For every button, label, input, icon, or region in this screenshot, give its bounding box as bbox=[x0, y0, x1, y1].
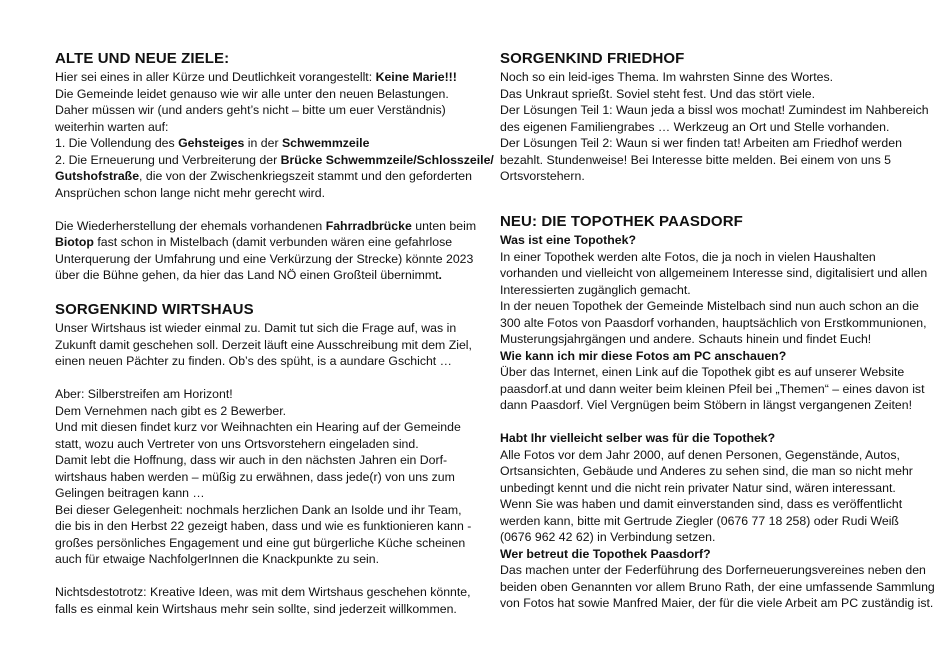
text-line bbox=[55, 452, 485, 469]
text: unten beim bbox=[411, 218, 477, 233]
text-line bbox=[55, 337, 485, 354]
blank-line bbox=[55, 201, 485, 218]
section-heading: SORGENKIND FRIEDHOF bbox=[500, 50, 685, 67]
text-line bbox=[500, 152, 930, 169]
section-topothek-paasdorf bbox=[500, 212, 935, 612]
text: Ortsvorstehern. bbox=[500, 169, 585, 183]
text-line bbox=[55, 518, 485, 535]
text: Das Unkraut sprießt. Soviel steht fest. Und das stört viele. bbox=[500, 86, 816, 101]
text-line bbox=[55, 320, 485, 337]
bold-text: . bbox=[438, 268, 442, 282]
text-line bbox=[55, 267, 485, 284]
text: Bei dieser Gelegenheit: nochmals herzlichen Dank an Isolde und ihr Team, bbox=[55, 502, 462, 517]
text-line bbox=[500, 364, 930, 381]
text: die bis in den Herbst 22 gezeigt haben, dass und wie es funktionieren kann - bbox=[55, 519, 472, 533]
text: Und mit diesen findet kurz vor Weihnachten ein Hearing auf der Gemeinde bbox=[55, 420, 461, 434]
text-line bbox=[500, 86, 930, 103]
text: Unser Wirtshaus ist wieder einmal zu. Damit tut sich die Frage auf, was in bbox=[55, 321, 457, 335]
text: werden kann, bitte mit Gertrude Ziegler (0676 77 18 258) oder Rudi Weiß bbox=[500, 513, 899, 528]
text: Ortsansichten, Gebäude und Anderes zu sehen sind, die man so nicht mehr bbox=[500, 464, 913, 478]
text: dann Paasdorf. Viel Vergnügen beim Stöbern in längst vergangenen Zeiten! bbox=[500, 398, 913, 412]
text-line bbox=[55, 419, 485, 436]
text-line bbox=[55, 502, 485, 519]
text-line bbox=[55, 485, 485, 502]
section-sorgenkind-friedhof bbox=[500, 49, 930, 185]
text: 2. Die Erneuerung und Verbreiterung der bbox=[55, 152, 281, 167]
text-line bbox=[55, 135, 485, 152]
text: Daher müssen wir (und anders geht’s nicht – bitte um euer Verständnis) bbox=[55, 103, 446, 117]
section-sorgenkind-wirtshaus bbox=[55, 300, 485, 617]
text: auch für etwaige NachfolgerInnen die Knackpunkte zu sein. bbox=[55, 552, 380, 566]
text-line bbox=[500, 595, 934, 612]
section-heading: NEU: DIE TOPOTHEK PAASDORF bbox=[500, 213, 743, 230]
bold-text: Schwemmzeile bbox=[281, 136, 370, 150]
text-line bbox=[55, 386, 485, 403]
text-line bbox=[55, 403, 485, 420]
text-line bbox=[500, 579, 935, 596]
text: beiden oben Genannten vor allem Bruno Rath, der eine umfassende Sammlung bbox=[500, 579, 935, 594]
bold-text: Wer betreut die Topothek Paasdorf? bbox=[500, 546, 711, 561]
text: Über das Internet, einen Link auf die Topothek gibt es auf unserer Website bbox=[500, 365, 905, 379]
text: paasdorf.at und dann weiter beim kleinen Pfeil bei „Themen“ – eines davon ist bbox=[500, 381, 925, 396]
text: einen neuen Pächter zu finden. Ob’s des spüht, is a aundare Gschicht … bbox=[55, 354, 452, 368]
text: von Fotos hat sowie Manfred Maier, der für die viele Arbeit am PC zuständig ist. bbox=[500, 596, 934, 610]
text-line bbox=[500, 546, 930, 563]
text: Die Wiederherstellung der ehemals vorhandenen bbox=[55, 218, 326, 233]
bold-text: Fahrradbrücke bbox=[325, 218, 412, 233]
text: (0676 962 42 62) in Verbindung setzen. bbox=[500, 530, 716, 544]
text-line bbox=[500, 447, 930, 464]
text: Hier sei eines in aller Kürze und Deutlichkeit vorangestellt: bbox=[55, 70, 376, 84]
text-line bbox=[500, 315, 930, 332]
text-line bbox=[500, 232, 930, 249]
section-body bbox=[500, 69, 930, 185]
text: Wenn Sie was haben und damit einverstanden sind, dass es veröffentlicht bbox=[500, 497, 903, 511]
text-line bbox=[500, 480, 930, 497]
text: Der Lösungen Teil 2: Waun si wer finden tat! Arbeiten am Friedhof werden bbox=[500, 136, 902, 150]
text-line bbox=[500, 282, 930, 299]
section-heading: ALTE UND NEUE ZIELE: bbox=[55, 50, 230, 67]
blank-line bbox=[55, 568, 485, 585]
bold-text: Wie kann ich mir diese Fotos am PC anschauen? bbox=[500, 348, 787, 363]
text: Damit lebt die Hoffnung, dass wir auch in den nächsten Jahren ein Dorf- bbox=[55, 453, 448, 467]
text: vorhanden und vielleicht von allgemeinem Interesse sind, digitalisiert und allen bbox=[500, 266, 928, 280]
text: Nichtsdestotrotz: Kreative Ideen, was mit dem Wirtshaus geschehen könnte, bbox=[55, 585, 471, 599]
text: In einer Topothek werden alte Fotos, die ja noch in vielen Haushalten bbox=[500, 249, 876, 264]
text-line bbox=[500, 496, 930, 513]
text-line bbox=[500, 102, 930, 119]
text: über die Bühne gehen, da hier das Land NÖ einen Großteil übernimmt bbox=[55, 268, 439, 282]
text-line bbox=[55, 234, 485, 251]
text-line bbox=[55, 584, 485, 601]
text-line bbox=[55, 535, 485, 552]
text-line bbox=[55, 436, 485, 453]
text: Interessierten zugänglich gemacht. bbox=[500, 282, 691, 297]
text-line bbox=[500, 562, 930, 579]
blank-line bbox=[55, 370, 485, 387]
text: des eigenen Familiengrabes … Werkzeug an Ort und Stelle vorhanden. bbox=[500, 119, 890, 134]
text: weiterhin warten auf: bbox=[55, 119, 169, 134]
text-line bbox=[500, 529, 930, 546]
text: in der bbox=[244, 136, 282, 150]
text: Aber: Silberstreifen am Horizont! bbox=[55, 387, 233, 401]
blank-line bbox=[500, 414, 930, 431]
text-line bbox=[500, 135, 930, 152]
section-heading: SORGENKIND WIRTSHAUS bbox=[55, 301, 254, 318]
text: Zukunft damit geschehen soll. Derzeit läuft eine Ausschreibung mit dem Ziel, bbox=[55, 337, 472, 352]
section-body bbox=[500, 232, 935, 612]
text-line bbox=[55, 119, 485, 136]
text-line bbox=[55, 218, 485, 235]
text-line bbox=[500, 298, 930, 315]
bold-text: Was ist eine Topothek? bbox=[500, 233, 636, 247]
text: , die von der Zwischenkriegszeit stammt und den geforderten bbox=[139, 169, 472, 183]
text: 1. Die Vollendung des bbox=[55, 136, 179, 150]
text: bezahlt. Stundenweise! Bei Interesse bitte melden. Bei einem von uns 5 bbox=[500, 152, 892, 167]
section-body bbox=[55, 320, 485, 617]
section-body bbox=[55, 69, 494, 284]
text-line bbox=[55, 353, 485, 370]
text-line bbox=[500, 463, 930, 480]
text-line bbox=[500, 430, 930, 447]
text-line bbox=[500, 397, 930, 414]
text: Musterungsjahrgängen und andere. Schauts hinein und findet Euch! bbox=[500, 332, 872, 346]
text-line bbox=[55, 152, 494, 169]
text: wirtshaus haben werden – müßig zu erwähnen, dass jede(r) von uns zum bbox=[55, 469, 455, 484]
text: Dem Vernehmen nach gibt es 2 Bewerber. bbox=[55, 403, 287, 418]
text-line bbox=[500, 249, 930, 266]
text: In der neuen Topothek der Gemeinde Mistelbach sind nun auch schon an die bbox=[500, 299, 919, 313]
text: Ansprüchen schon lange nicht mehr gerecht wird. bbox=[55, 185, 325, 200]
text: Unterquerung der Umfahrung und eine Verkürzung der Strecke) könnte 2023 bbox=[55, 251, 474, 266]
bold-text: Keine Marie!!! bbox=[375, 70, 457, 84]
text-line bbox=[55, 69, 485, 86]
text-line bbox=[55, 601, 485, 618]
text-line bbox=[500, 119, 930, 136]
text: Die Gemeinde leidet genauso wie wir alle unter den neuen Belastungen. bbox=[55, 86, 449, 101]
text-line bbox=[500, 331, 930, 348]
text-line bbox=[55, 251, 485, 268]
text: Das machen unter der Federführung des Dorferneuerungsvereines neben den bbox=[500, 563, 926, 577]
text: Gelingen beitragen kann … bbox=[55, 486, 205, 500]
section-alte-und-neue-ziele bbox=[55, 49, 494, 284]
text: großes persönliches Engagement und eine gut bürgerliche Küche scheinen bbox=[55, 535, 466, 550]
text: 300 alte Fotos von Paasdorf vorhanden, hauptsächlich von Erstkommunionen, bbox=[500, 315, 927, 330]
text-line bbox=[55, 469, 485, 486]
text-line bbox=[55, 86, 485, 103]
text: Der Lösungen Teil 1: Waun jeda a bissl wos mochat! Zumindest im Nahbereich bbox=[500, 103, 929, 117]
text: unbedingt kennt und die nicht rein privater Natur sind, wären interessant. bbox=[500, 480, 896, 495]
bold-text: Gutshofstraße bbox=[55, 169, 140, 183]
text-line bbox=[500, 513, 930, 530]
bold-text: Brücke Schwemmzeile/Schlosszeile/ bbox=[280, 152, 494, 167]
text-line bbox=[500, 69, 930, 86]
text-line bbox=[55, 168, 485, 185]
text: fast schon in Mistelbach (damit verbunden wären eine gefahrlose bbox=[93, 235, 453, 249]
text: Alle Fotos vor dem Jahr 2000, auf denen Personen, Gegenstände, Autos, bbox=[500, 447, 900, 462]
text-line bbox=[55, 185, 485, 202]
text-line bbox=[500, 348, 930, 365]
text: falls es einmal kein Wirtshaus mehr sein sollte, sind jederzeit willkommen. bbox=[55, 601, 457, 616]
text-line bbox=[55, 102, 485, 119]
text: Noch so ein leid-iges Thema. Im wahrsten Sinne des Wortes. bbox=[500, 70, 834, 84]
text-line bbox=[500, 265, 930, 282]
text: statt, wozu auch Vertreter von uns Ortsvorstehern eingeladen sind. bbox=[55, 436, 419, 451]
text-line bbox=[500, 168, 930, 185]
bold-text: Gehsteiges bbox=[178, 136, 245, 150]
bold-text: Habt Ihr vielleicht selber was für die Topothek? bbox=[500, 431, 776, 445]
text-line bbox=[55, 551, 485, 568]
bold-text: Biotop bbox=[55, 235, 94, 249]
text-line bbox=[500, 381, 930, 398]
